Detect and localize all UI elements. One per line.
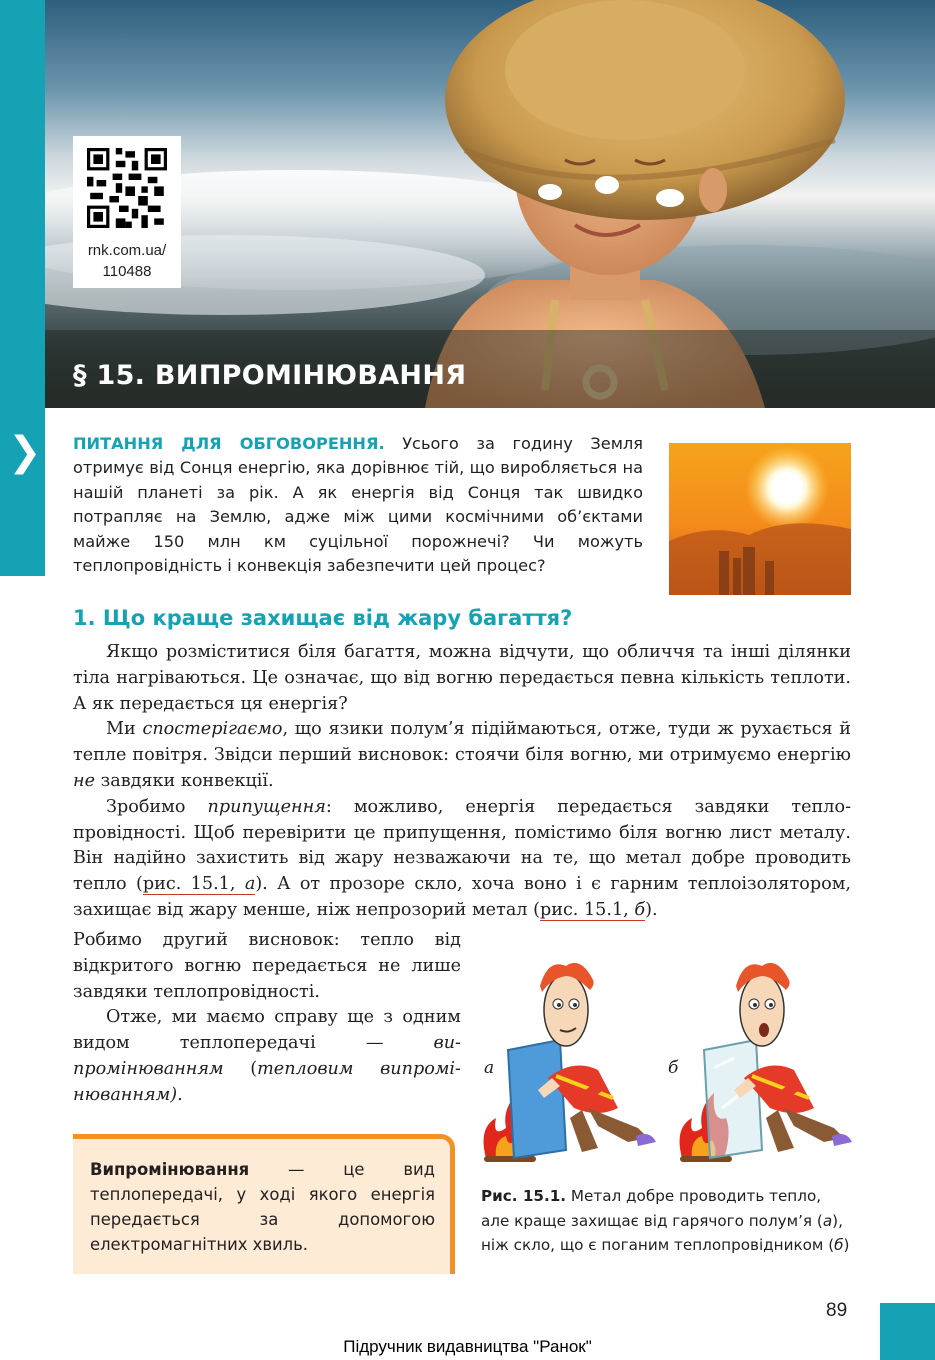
paragraph-5 xyxy=(73,1005,461,1108)
caption-number: Рис. 15.1. xyxy=(481,1187,567,1205)
figure-label-b: б xyxy=(668,1058,679,1078)
definition-text xyxy=(90,1157,435,1257)
caption-letter-b: б xyxy=(834,1236,844,1254)
qr-code-card[interactable] xyxy=(73,136,181,288)
ref-b-letter: б xyxy=(634,899,646,920)
p3-text-b: : можливо, енергія передається завдяки теплопровідності. Щоб перевірити це припущення, помістимо біля вогню лист металу. Він надійно захистить від жару незважаючи на те, що метал добре проводить тепло ( xyxy=(73,796,852,895)
figure-label-a: а xyxy=(484,1058,495,1078)
p5-text-b: ( xyxy=(223,1058,258,1079)
p5-emphasis-2: тепловим випромінюванням xyxy=(73,1058,461,1105)
p3-text-d: ). xyxy=(645,899,658,920)
sunset-photo xyxy=(669,443,851,595)
paragraph-2 xyxy=(73,717,851,794)
ref-b-text: рис. 15.1, xyxy=(539,899,635,920)
p2-emphasis: спостерігаємо xyxy=(142,719,283,740)
caption-letter-a: а xyxy=(822,1211,833,1230)
paragraph-4: Робимо другий висновок: тепло від відкритого вогню передається не лише завдяки теплопровідності. xyxy=(73,930,461,1002)
figure-reference-a[interactable] xyxy=(143,874,255,895)
ref-a-letter: а xyxy=(244,874,256,895)
p3-text-a: Зробимо xyxy=(106,796,208,817)
p5-text-c: ). xyxy=(170,1084,183,1105)
left-accent-bar xyxy=(0,0,45,408)
figure-reference-b[interactable] xyxy=(540,900,645,921)
p2-text-a: Ми xyxy=(106,719,143,740)
section-title: § 15. ВИПРОМІНЮВАННЯ xyxy=(73,360,467,391)
p5-text-a: Отже, ми маємо справу ще з одним видом теплопередачі — xyxy=(73,1007,461,1054)
figure-15-1 xyxy=(478,958,858,1170)
panel-a-illustration xyxy=(484,963,656,1162)
body-text xyxy=(73,640,851,924)
p3-text-c: ). А от прозоре скло, хоча воно і є гарним теплоізолятором, захищає від жару менше, ніж непрозорий метал ( xyxy=(73,874,851,920)
ref-a-text: рис. 15.1, xyxy=(142,874,245,895)
caption-text-1: Метал добре проводить тепло, але краще захищає від гарячого полум’я ( xyxy=(481,1187,823,1230)
panel-b-illustration xyxy=(680,963,852,1162)
discussion-question xyxy=(73,432,643,578)
paragraph-3 xyxy=(73,795,851,924)
page-number: 89 xyxy=(826,1300,848,1321)
p2-emphasis-2: не xyxy=(73,770,96,791)
qr-url-line1: rnk.com.ua/ xyxy=(87,242,167,259)
publisher-footer: Підручник видавництва "Ранок" xyxy=(343,1337,592,1356)
definition-body: — це вид теплопередачі, у ході якого енергія передається за допомогою електромагнітних хвиль. xyxy=(90,1160,435,1254)
definition-term: Випромінювання xyxy=(90,1160,250,1179)
paragraph-1: Якщо розміститися біля багаття, можна відчути, що обличчя та інші ділянки тіла нагріваються. Це означає, що від вогню передається певна кількість теплоти. А як передається ця енергія? xyxy=(73,642,851,714)
caption-text-3: ) xyxy=(843,1236,850,1254)
figure-caption xyxy=(481,1184,851,1258)
qr-code-icon[interactable] xyxy=(87,148,167,228)
column-text xyxy=(73,928,461,1109)
chevron-right-icon: ❯ xyxy=(8,429,42,475)
discussion-lead: ПИТАННЯ ДЛЯ ОБГОВОРЕННЯ. xyxy=(73,434,385,453)
definition-box xyxy=(73,1134,455,1274)
qr-url-line2: 110488 xyxy=(102,263,152,280)
qr-url-text xyxy=(73,240,181,282)
p5-emphasis: випромінюванням xyxy=(73,1033,461,1079)
caption-text-2: ), ніж скло, що є поганим теплопровідником ( xyxy=(481,1211,843,1254)
discussion-text: Усього за годину Земля отримує від Сонця енергію, яка дорівнює тій, що виробляється на нашій планеті за рік. А як енергія від Сонця так швидко потрапляє на Землю, адже між цими космічними об’єктами майже 150 млн км суцільної порожнечі? Чи можуть теплопровідність і конвекція забезпечити цей процес? xyxy=(73,434,643,576)
subsection-heading-1: 1. Що краще захищає від жару багаття? xyxy=(73,606,573,630)
p2-text-b: , що язики полум’я підіймаються, отже, туди ж рухається й тепле повітря. Звідси перший висновок: стоячи біля вогню, ми отримуємо енергію xyxy=(73,719,851,766)
p3-emphasis: припущення xyxy=(207,796,326,817)
p2-text-c: завдяки конвекції. xyxy=(95,770,274,791)
